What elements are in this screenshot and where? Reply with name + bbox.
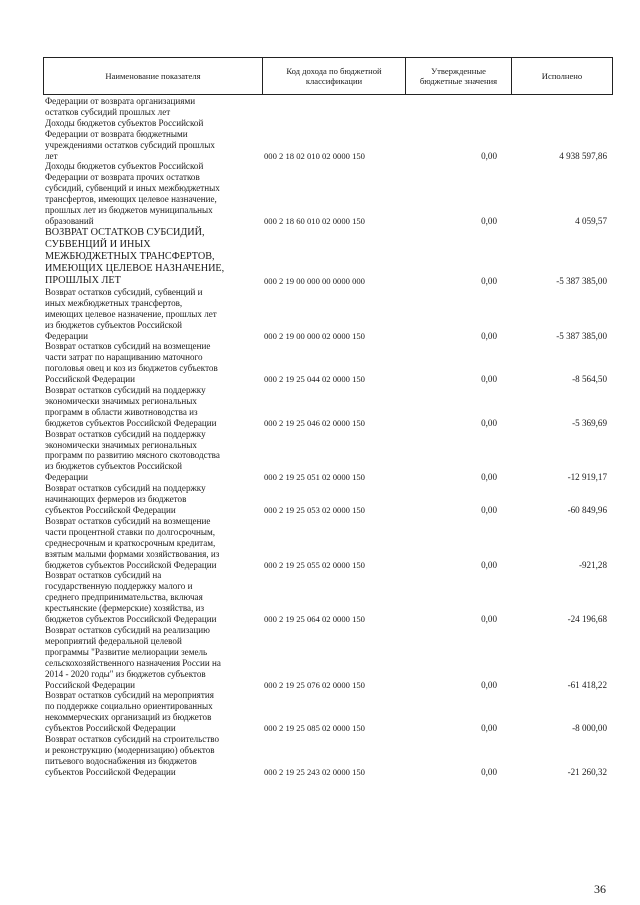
row-name-line: Возврат остатков субсидий на поддержку <box>45 483 206 494</box>
row-name-line: Российской Федерации <box>45 374 136 385</box>
row-name <box>43 734 262 778</box>
row-name-line: Возврат остатков субсидий, субвенций и <box>45 286 203 297</box>
row-code: 000 2 19 25 064 02 0000 150 <box>264 614 365 625</box>
row-name-line: Российской Федерации <box>45 679 136 690</box>
header-executed: Исполнено <box>541 71 583 81</box>
row-name-line: некоммерческих организаций из бюджетов <box>45 712 212 723</box>
row-code: 000 2 19 25 243 02 0000 150 <box>264 766 365 777</box>
row-name-line: СУБВЕНЦИЙ И ИНЫХ <box>45 238 151 250</box>
row-name <box>43 483 262 516</box>
row-name-line: Федерации <box>45 330 88 341</box>
row-name <box>43 625 262 690</box>
row-name-line: Возврат остатков субсидий на реализацию <box>45 624 210 635</box>
row-executed: -24 196,68 <box>567 614 607 625</box>
row-executed: -12 919,17 <box>567 472 607 483</box>
row-name <box>43 118 262 162</box>
row-name-line: трансфертов, имеющих целевое назначение, <box>45 194 217 205</box>
table-row <box>43 96 613 118</box>
row-name-line: Федерации от возврата бюджетными <box>45 128 188 139</box>
row-name-line: бюджетов субъектов Российской Федерации <box>45 417 217 428</box>
row-executed: -921,28 <box>578 559 607 570</box>
page-number: 36 <box>594 882 606 896</box>
row-name-line: среднесрочным и краткосрочным кредитам, <box>45 537 216 548</box>
row-executed: -5 369,69 <box>572 417 607 428</box>
row-name-line: Возврат остатков субсидий на поддержку <box>45 428 206 439</box>
row-executed: -8 000,00 <box>572 723 607 734</box>
row-name-line: субсидий, субвенций и иных межбюджетных <box>45 183 220 194</box>
row-name-line: питьевого водоснабжения из бюджетов <box>45 755 197 766</box>
row-approved: 0,00 <box>481 723 497 734</box>
table-row <box>43 516 613 571</box>
row-approved: 0,00 <box>481 679 497 690</box>
row-name-line: начинающих фермеров из бюджетов <box>45 494 187 505</box>
row-code: 000 2 19 00 000 02 0000 150 <box>264 330 365 341</box>
row-executed: -21 260,32 <box>567 766 607 777</box>
row-name-line: поголовья овец и коз из бюджетов субъектов <box>45 363 218 374</box>
table-row <box>43 690 613 734</box>
row-name <box>43 287 262 342</box>
row-name <box>43 429 262 484</box>
row-name-line: Федерации от возврата прочих остатков <box>45 172 200 183</box>
row-name <box>43 96 262 118</box>
row-name-line: имеющих целевое назначение, прошлых лет <box>45 308 217 319</box>
row-name-line: Доходы бюджетов субъектов Российской <box>45 161 204 172</box>
table-row <box>43 483 613 516</box>
header-name: Наименование показателя <box>44 58 263 94</box>
row-executed: -8 564,50 <box>572 374 607 385</box>
row-code: 000 2 19 00 000 00 0000 000 <box>264 275 365 286</box>
row-name-line: по поддержке социально ориентированных <box>45 701 213 712</box>
row-approved: 0,00 <box>481 374 497 385</box>
row-name-line: взятым малыми формами хозяйствования, из <box>45 548 220 559</box>
header-code: Код дохода по бюджетной классификации <box>263 58 406 94</box>
row-name-line: образований <box>45 215 94 226</box>
row-name-line: Федерации <box>45 472 88 483</box>
table-row <box>43 625 613 690</box>
row-name-line: субъектов Российской Федерации <box>45 723 176 734</box>
row-name-line: Доходы бюджетов субъектов Российской <box>45 117 204 128</box>
row-name-line: МЕЖБЮДЖЕТНЫХ ТРАНСФЕРТОВ, <box>45 250 215 262</box>
row-name <box>43 227 262 287</box>
row-executed: 4 938 597,86 <box>559 150 607 161</box>
row-code: 000 2 19 25 085 02 0000 150 <box>264 723 365 734</box>
row-name <box>43 690 262 734</box>
row-name-line: Федерации от возврата организациями <box>45 96 196 106</box>
row-code: 000 2 18 02 010 02 0000 150 <box>264 150 365 161</box>
row-code: 000 2 18 60 010 02 0000 150 <box>264 215 365 226</box>
table-row <box>43 341 613 385</box>
row-name-line: из бюджетов субъектов Российской <box>45 461 183 472</box>
row-code <box>262 96 405 118</box>
row-name-line: программ по развитию мясного скотоводства <box>45 450 220 461</box>
row-code: 000 2 19 25 044 02 0000 150 <box>264 374 365 385</box>
row-name-line: Возврат остатков субсидий на мероприятия <box>45 690 214 701</box>
table-row <box>43 287 613 342</box>
table-row <box>43 385 613 429</box>
row-name-line: Возврат остатков субсидий на строительство <box>45 734 220 745</box>
table-row <box>43 734 613 778</box>
table-row <box>43 118 613 162</box>
row-approved <box>405 96 511 118</box>
row-name-line: сельскохозяйственного назначения России на <box>45 657 221 668</box>
row-name-line: 2014 - 2020 годы" из бюджетов субъектов <box>45 668 206 679</box>
row-approved: 0,00 <box>481 472 497 483</box>
row-name-line: среднего предпринимательства, включая <box>45 592 203 603</box>
row-name-line: остатков субсидий прошлых лет <box>45 106 171 117</box>
row-approved: 0,00 <box>481 330 497 341</box>
row-name-line: государственную поддержку малого и <box>45 581 193 592</box>
row-name-line: программы "Развитие мелиорации земель <box>45 646 208 657</box>
header-approved: Утвержденные бюджетные значения <box>406 58 512 94</box>
row-name-line: ИМЕЮЩИХ ЦЕЛЕВОЕ НАЗНАЧЕНИЕ, <box>45 262 225 274</box>
row-name-line: лет <box>45 150 58 161</box>
row-executed: -5 387 385,00 <box>556 330 607 341</box>
table-row <box>43 227 613 287</box>
row-approved: 0,00 <box>481 614 497 625</box>
row-code: 000 2 19 25 053 02 0000 150 <box>264 505 365 515</box>
row-name-line: из бюджетов субъектов Российской <box>45 319 183 330</box>
row-executed: -61 418,22 <box>567 679 607 690</box>
row-name <box>43 570 262 625</box>
row-name-line: бюджетов субъектов Российской Федерации <box>45 559 217 570</box>
row-name-line: части процентной ставки по долгосрочным, <box>45 526 216 537</box>
row-executed: 4 059,57 <box>575 215 607 226</box>
row-approved: 0,00 <box>481 766 497 777</box>
table-body <box>43 96 613 778</box>
row-name-line: Возврат остатков субсидий на <box>45 570 162 581</box>
row-name-line: экономически значимых региональных <box>45 395 197 406</box>
row-name-line: ВОЗВРАТ ОСТАТКОВ СУБСИДИЙ, <box>45 226 205 238</box>
row-name <box>43 385 262 429</box>
row-name-line: Возврат остатков субсидий на поддержку <box>45 385 206 396</box>
row-name-line: мероприятий федеральной целевой <box>45 635 182 646</box>
row-name <box>43 161 262 226</box>
row-name-line: части затрат по наращиванию маточного <box>45 352 203 363</box>
row-name-line: ПРОШЛЫХ ЛЕТ <box>45 274 121 286</box>
row-approved: 0,00 <box>481 505 497 515</box>
row-name-line: крестьянские (фермерские) хозяйства, из <box>45 603 205 614</box>
row-name-line: субъектов Российской Федерации <box>45 766 176 777</box>
table-row <box>43 570 613 625</box>
row-name <box>43 516 262 571</box>
row-name-line: Возврат остатков субсидий на возмещение <box>45 341 211 352</box>
table-header <box>43 57 613 95</box>
row-name-line: программ в области животноводства из <box>45 406 198 417</box>
row-name-line: субъектов Российской Федерации <box>45 505 176 515</box>
table-row <box>43 161 613 226</box>
row-name-line: бюджетов субъектов Российской Федерации <box>45 614 217 625</box>
row-executed <box>511 96 611 118</box>
row-executed: -5 387 385,00 <box>556 275 607 286</box>
row-approved: 0,00 <box>481 417 497 428</box>
row-code: 000 2 19 25 055 02 0000 150 <box>264 559 365 570</box>
row-approved: 0,00 <box>481 275 497 286</box>
row-approved: 0,00 <box>481 215 497 226</box>
row-approved: 0,00 <box>481 559 497 570</box>
row-name-line: прошлых лет из бюджетов муниципальных <box>45 205 213 216</box>
row-code: 000 2 19 25 046 02 0000 150 <box>264 417 365 428</box>
row-approved: 0,00 <box>481 150 497 161</box>
row-name-line: и реконструкцию (модернизацию) объектов <box>45 744 215 755</box>
row-name-line: Возврат остатков субсидий на возмещение <box>45 515 211 526</box>
row-code: 000 2 19 25 076 02 0000 150 <box>264 679 365 690</box>
table-row <box>43 429 613 484</box>
row-executed: -60 849,96 <box>567 505 607 515</box>
row-code: 000 2 19 25 051 02 0000 150 <box>264 472 365 483</box>
row-name <box>43 341 262 385</box>
row-name-line: экономически значимых региональных <box>45 439 197 450</box>
row-name-line: иных межбюджетных трансфертов, <box>45 297 183 308</box>
row-name-line: учреждениями остатков субсидий прошлых <box>45 139 215 150</box>
